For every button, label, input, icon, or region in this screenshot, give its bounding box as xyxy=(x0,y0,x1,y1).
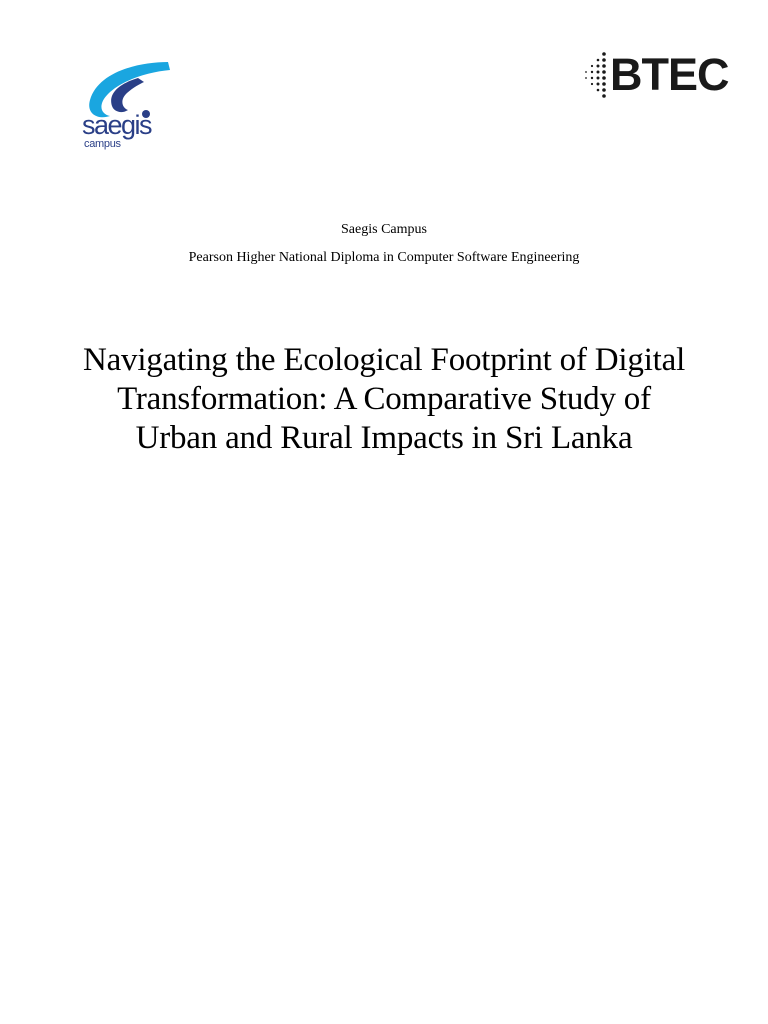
btec-logo xyxy=(580,50,730,100)
btec-wordmark: BTEC xyxy=(610,49,729,100)
saegis-wordmark: saegis xyxy=(82,110,152,140)
title-line-1: Navigating the Ecological Footprint of Digital xyxy=(82,342,686,378)
programme-name: Pearson Higher National Diploma in Computer Software Engineering xyxy=(188,250,580,265)
institution-name: Saegis Campus xyxy=(341,222,427,237)
document-title xyxy=(40,341,728,458)
saegis-subtext: campus xyxy=(84,138,121,150)
saegis-campus-logo xyxy=(78,58,178,158)
title-line-3: Urban and Rural Impacts in Sri Lanka xyxy=(135,420,633,456)
title-line-2: Transformation: A Comparative Study of xyxy=(117,381,651,417)
btec-dots-icon xyxy=(580,50,612,100)
